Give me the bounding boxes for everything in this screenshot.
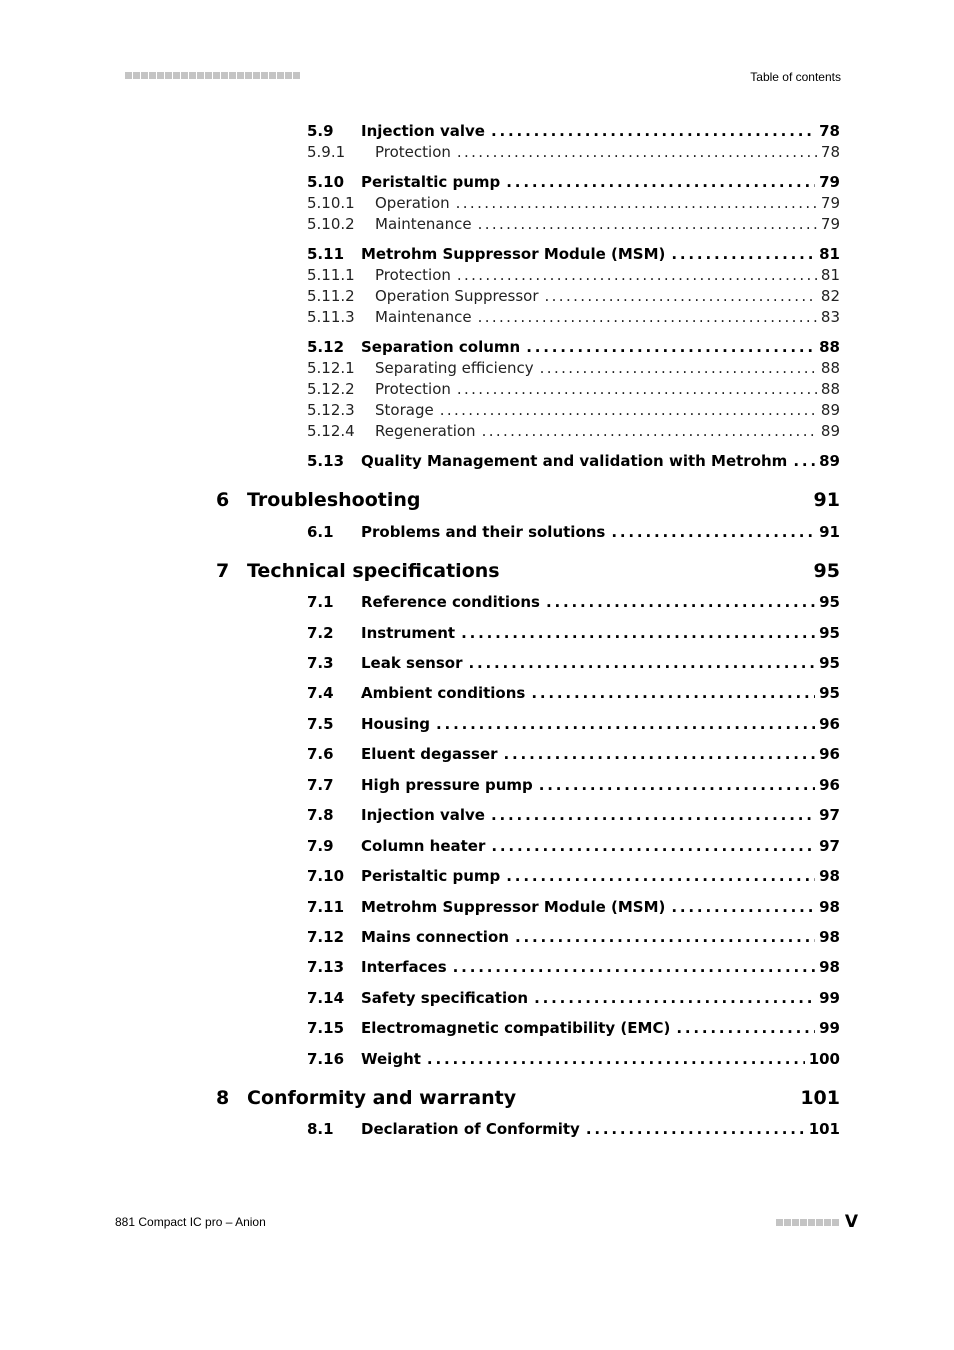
toc-page: 96 — [819, 715, 840, 733]
toc-entry-7-4[interactable] — [307, 684, 840, 704]
toc-leader — [491, 122, 815, 140]
toc-chapter-7[interactable] — [216, 560, 840, 586]
toc-page: 88 — [819, 338, 840, 356]
toc-entry-7-12[interactable] — [307, 928, 840, 948]
toc-page: 78 — [820, 143, 840, 161]
toc-number: 5.10.2 — [307, 215, 355, 233]
toc-leader — [440, 401, 817, 419]
toc-entry-5-11[interactable] — [307, 245, 840, 265]
decorative-square — [253, 72, 260, 79]
toc-number: 6.1 — [307, 523, 334, 541]
toc-entry-5-13[interactable] — [307, 452, 840, 472]
toc-number: 7.14 — [307, 989, 345, 1007]
toc-title: Mains connection — [361, 928, 509, 946]
toc-number: 5.11.3 — [307, 308, 355, 326]
toc-title: Quality Management and validation with Metrohm — [361, 452, 788, 470]
toc-leader — [468, 654, 815, 672]
header-decoration — [125, 72, 300, 79]
toc-number: 5.10 — [307, 173, 345, 191]
footer-decoration — [776, 1219, 839, 1226]
toc-title: Injection valve — [361, 122, 485, 140]
toc-number: 5.12.3 — [307, 401, 355, 419]
toc-title: Protection — [375, 380, 451, 398]
toc-page: 95 — [819, 593, 840, 611]
toc-title: Ambient conditions — [361, 684, 526, 702]
decorative-square — [213, 72, 220, 79]
decorative-square — [205, 72, 212, 79]
toc-entry-5-12-3[interactable] — [307, 401, 840, 421]
toc-leader — [457, 380, 817, 398]
toc-entry-7-2[interactable] — [307, 624, 840, 644]
toc-entry-5-12-1[interactable] — [307, 359, 840, 379]
toc-page: 82 — [820, 287, 840, 305]
toc-entry-7-13[interactable] — [307, 958, 840, 978]
decorative-square — [157, 72, 164, 79]
toc-number: 7.5 — [307, 715, 334, 733]
toc-title: Metrohm Suppressor Module (MSM) — [361, 898, 666, 916]
toc-leader — [457, 266, 817, 284]
decorative-square — [165, 72, 172, 79]
toc-entry-7-7[interactable] — [307, 776, 840, 796]
toc-entry-5-10-1[interactable] — [307, 194, 840, 214]
toc-page: 96 — [819, 745, 840, 763]
toc-title: Protection — [375, 266, 451, 284]
toc-title: Storage — [375, 401, 434, 419]
toc-entry-5-10-2[interactable] — [307, 215, 840, 235]
toc-title: Column heater — [361, 837, 486, 855]
toc-page: 95 — [819, 654, 840, 672]
toc-number: 5.12.2 — [307, 380, 355, 398]
toc-title: Maintenance — [375, 215, 472, 233]
toc-title: Electromagnetic compatibility (EMC) — [361, 1019, 671, 1037]
toc-leader — [482, 422, 817, 440]
toc-page: 98 — [819, 958, 840, 976]
toc-entry-5-11-1[interactable] — [307, 266, 840, 286]
toc-number: 7.10 — [307, 867, 345, 885]
footer-product-name: 881 Compact IC pro – Anion — [115, 1215, 266, 1229]
toc-page: 81 — [819, 245, 840, 263]
toc-entry-7-9[interactable] — [307, 837, 840, 857]
toc-number: 5.12 — [307, 338, 345, 356]
toc-page: 78 — [819, 122, 840, 140]
toc-leader — [671, 898, 815, 916]
toc-entry-5-11-3[interactable] — [307, 308, 840, 328]
chapter-title: Technical specifications — [247, 560, 500, 582]
chapter-number: 7 — [216, 560, 230, 582]
toc-title: Operation Suppressor — [375, 287, 539, 305]
chapter-page: 95 — [813, 560, 840, 582]
toc-title: Metrohm Suppressor Module (MSM) — [361, 245, 666, 263]
toc-title: High pressure pump — [361, 776, 533, 794]
toc-leader — [546, 593, 815, 611]
toc-leader — [456, 194, 817, 212]
toc-number: 7.13 — [307, 958, 345, 976]
decorative-square — [141, 72, 148, 79]
toc-number: 7.4 — [307, 684, 334, 702]
toc-leader — [478, 308, 817, 326]
toc-leader — [504, 745, 816, 763]
toc-leader — [491, 806, 815, 824]
decorative-square — [133, 72, 140, 79]
chapter-number: 6 — [216, 489, 230, 511]
toc-title: Leak sensor — [361, 654, 463, 672]
toc-leader — [461, 624, 815, 642]
decorative-square — [792, 1219, 799, 1226]
toc-number: 7.12 — [307, 928, 345, 946]
toc-leader — [491, 837, 815, 855]
toc-page: 79 — [819, 173, 840, 191]
toc-leader — [506, 867, 815, 885]
toc-entry-6-1[interactable] — [307, 523, 840, 543]
toc-number: 5.12.1 — [307, 359, 355, 377]
toc-number: 7.2 — [307, 624, 334, 642]
toc-entry-7-8[interactable] — [307, 806, 840, 826]
toc-page: 88 — [820, 359, 840, 377]
toc-number: 5.12.4 — [307, 422, 355, 440]
toc-title: Operation — [375, 194, 450, 212]
toc-number: 7.8 — [307, 806, 334, 824]
toc-leader — [515, 928, 815, 946]
toc-leader — [676, 1019, 815, 1037]
toc-title: Declaration of Conformity — [361, 1120, 580, 1138]
toc-number: 5.11 — [307, 245, 345, 263]
decorative-square — [800, 1219, 807, 1226]
toc-page: 96 — [819, 776, 840, 794]
decorative-square — [808, 1219, 815, 1226]
toc-leader — [436, 715, 815, 733]
decorative-square — [261, 72, 268, 79]
toc-leader — [526, 338, 815, 356]
toc-entry-7-5[interactable] — [307, 715, 840, 735]
decorative-square — [784, 1219, 791, 1226]
toc-page: 88 — [820, 380, 840, 398]
toc-entry-5-10[interactable] — [307, 173, 840, 193]
toc-entry-8-1[interactable] — [307, 1120, 840, 1140]
decorative-square — [245, 72, 252, 79]
toc-number: 7.11 — [307, 898, 345, 916]
decorative-square — [197, 72, 204, 79]
toc-page: 83 — [820, 308, 840, 326]
toc-title: Injection valve — [361, 806, 485, 824]
toc-entry-7-16[interactable] — [307, 1050, 840, 1070]
toc-title: Interfaces — [361, 958, 447, 976]
toc-number: 7.6 — [307, 745, 334, 763]
toc-page: 95 — [819, 624, 840, 642]
toc-entry-5-9[interactable] — [307, 122, 840, 142]
toc-entry-7-11[interactable] — [307, 898, 840, 918]
decorative-square — [832, 1219, 839, 1226]
toc-number: 5.11.1 — [307, 266, 355, 284]
toc-title: Instrument — [361, 624, 456, 642]
toc-title: Safety specification — [361, 989, 529, 1007]
decorative-square — [293, 72, 300, 79]
footer-page-marker — [776, 1212, 858, 1232]
toc-number: 7.7 — [307, 776, 334, 794]
toc-title: Weight — [361, 1050, 421, 1068]
toc-entry-5-12-2[interactable] — [307, 380, 840, 400]
toc-page: 101 — [808, 1120, 840, 1138]
toc-leader — [545, 287, 817, 305]
toc-title: Maintenance — [375, 308, 472, 326]
decorative-square — [189, 72, 196, 79]
toc-chapter-8[interactable] — [216, 1087, 840, 1113]
toc-number: 7.15 — [307, 1019, 345, 1037]
toc-leader — [506, 173, 815, 191]
toc-page: 89 — [820, 422, 840, 440]
toc-number: 5.13 — [307, 452, 345, 470]
toc-title: Eluent degasser — [361, 745, 498, 763]
toc-number: 7.9 — [307, 837, 334, 855]
toc-entry-7-3[interactable] — [307, 654, 840, 674]
decorative-square — [181, 72, 188, 79]
toc-title: Regeneration — [375, 422, 476, 440]
toc-title: Protection — [375, 143, 451, 161]
toc-page: 100 — [808, 1050, 840, 1068]
toc-page: 81 — [820, 266, 840, 284]
toc-leader — [478, 215, 817, 233]
toc-title: Problems and their solutions — [361, 523, 606, 541]
toc-chapter-6[interactable] — [216, 489, 840, 515]
decorative-square — [269, 72, 276, 79]
toc-number: 7.1 — [307, 593, 334, 611]
toc-page: 97 — [819, 806, 840, 824]
toc-title: Separation column — [361, 338, 521, 356]
toc-page: 97 — [819, 837, 840, 855]
toc-entry-7-10[interactable] — [307, 867, 840, 887]
toc-title: Housing — [361, 715, 431, 733]
toc-entry-7-1[interactable] — [307, 593, 840, 613]
toc-entry-5-11-2[interactable] — [307, 287, 840, 307]
toc-page: 91 — [819, 523, 840, 541]
page-number: V — [844, 1212, 858, 1232]
toc-entry-5-9-1[interactable] — [307, 143, 840, 163]
toc-leader — [611, 523, 815, 541]
toc-leader — [453, 958, 815, 976]
toc-leader — [671, 245, 815, 263]
decorative-square — [229, 72, 236, 79]
chapter-page: 101 — [800, 1087, 840, 1109]
toc-title: Peristaltic pump — [361, 173, 501, 191]
toc-page: 79 — [820, 215, 840, 233]
toc-number: 7.3 — [307, 654, 334, 672]
chapter-title: Conformity and warranty — [247, 1087, 517, 1109]
toc-number: 7.16 — [307, 1050, 345, 1068]
decorative-square — [173, 72, 180, 79]
decorative-square — [824, 1219, 831, 1226]
decorative-square — [149, 72, 156, 79]
toc-leader — [539, 776, 815, 794]
toc-title: Peristaltic pump — [361, 867, 501, 885]
toc-number: 5.9.1 — [307, 143, 346, 161]
toc-number: 5.9 — [307, 122, 334, 140]
toc-entry-7-15[interactable] — [307, 1019, 840, 1039]
decorative-square — [277, 72, 284, 79]
chapter-title: Troubleshooting — [247, 489, 421, 511]
toc-leader — [457, 143, 817, 161]
chapter-page: 91 — [813, 489, 840, 511]
toc-title: Separating efficiency — [375, 359, 534, 377]
toc-entry-7-14[interactable] — [307, 989, 840, 1009]
toc-number: 5.10.1 — [307, 194, 355, 212]
toc-page: 98 — [819, 898, 840, 916]
toc-entry-7-6[interactable] — [307, 745, 840, 765]
toc-page: 98 — [819, 867, 840, 885]
toc-title: Reference conditions — [361, 593, 540, 611]
toc-page: 99 — [819, 989, 840, 1007]
toc-leader — [534, 989, 815, 1007]
toc-leader — [540, 359, 817, 377]
toc-number: 8.1 — [307, 1120, 334, 1138]
chapter-number: 8 — [216, 1087, 230, 1109]
decorative-square — [221, 72, 228, 79]
toc-leader — [531, 684, 815, 702]
toc-leader — [586, 1120, 805, 1138]
decorative-square — [237, 72, 244, 79]
toc-entry-5-12[interactable] — [307, 338, 840, 358]
toc-leader — [793, 452, 815, 470]
decorative-square — [816, 1219, 823, 1226]
toc-page: 95 — [819, 684, 840, 702]
toc-leader — [427, 1050, 805, 1068]
toc-page: 89 — [819, 452, 840, 470]
toc-number: 5.11.2 — [307, 287, 355, 305]
toc-page: 98 — [819, 928, 840, 946]
toc-page: 89 — [820, 401, 840, 419]
decorative-square — [776, 1219, 783, 1226]
decorative-square — [125, 72, 132, 79]
running-header-title: Table of contents — [750, 70, 841, 84]
decorative-square — [285, 72, 292, 79]
toc-entry-5-12-4[interactable] — [307, 422, 840, 442]
toc-page: 79 — [820, 194, 840, 212]
toc-page: 99 — [819, 1019, 840, 1037]
